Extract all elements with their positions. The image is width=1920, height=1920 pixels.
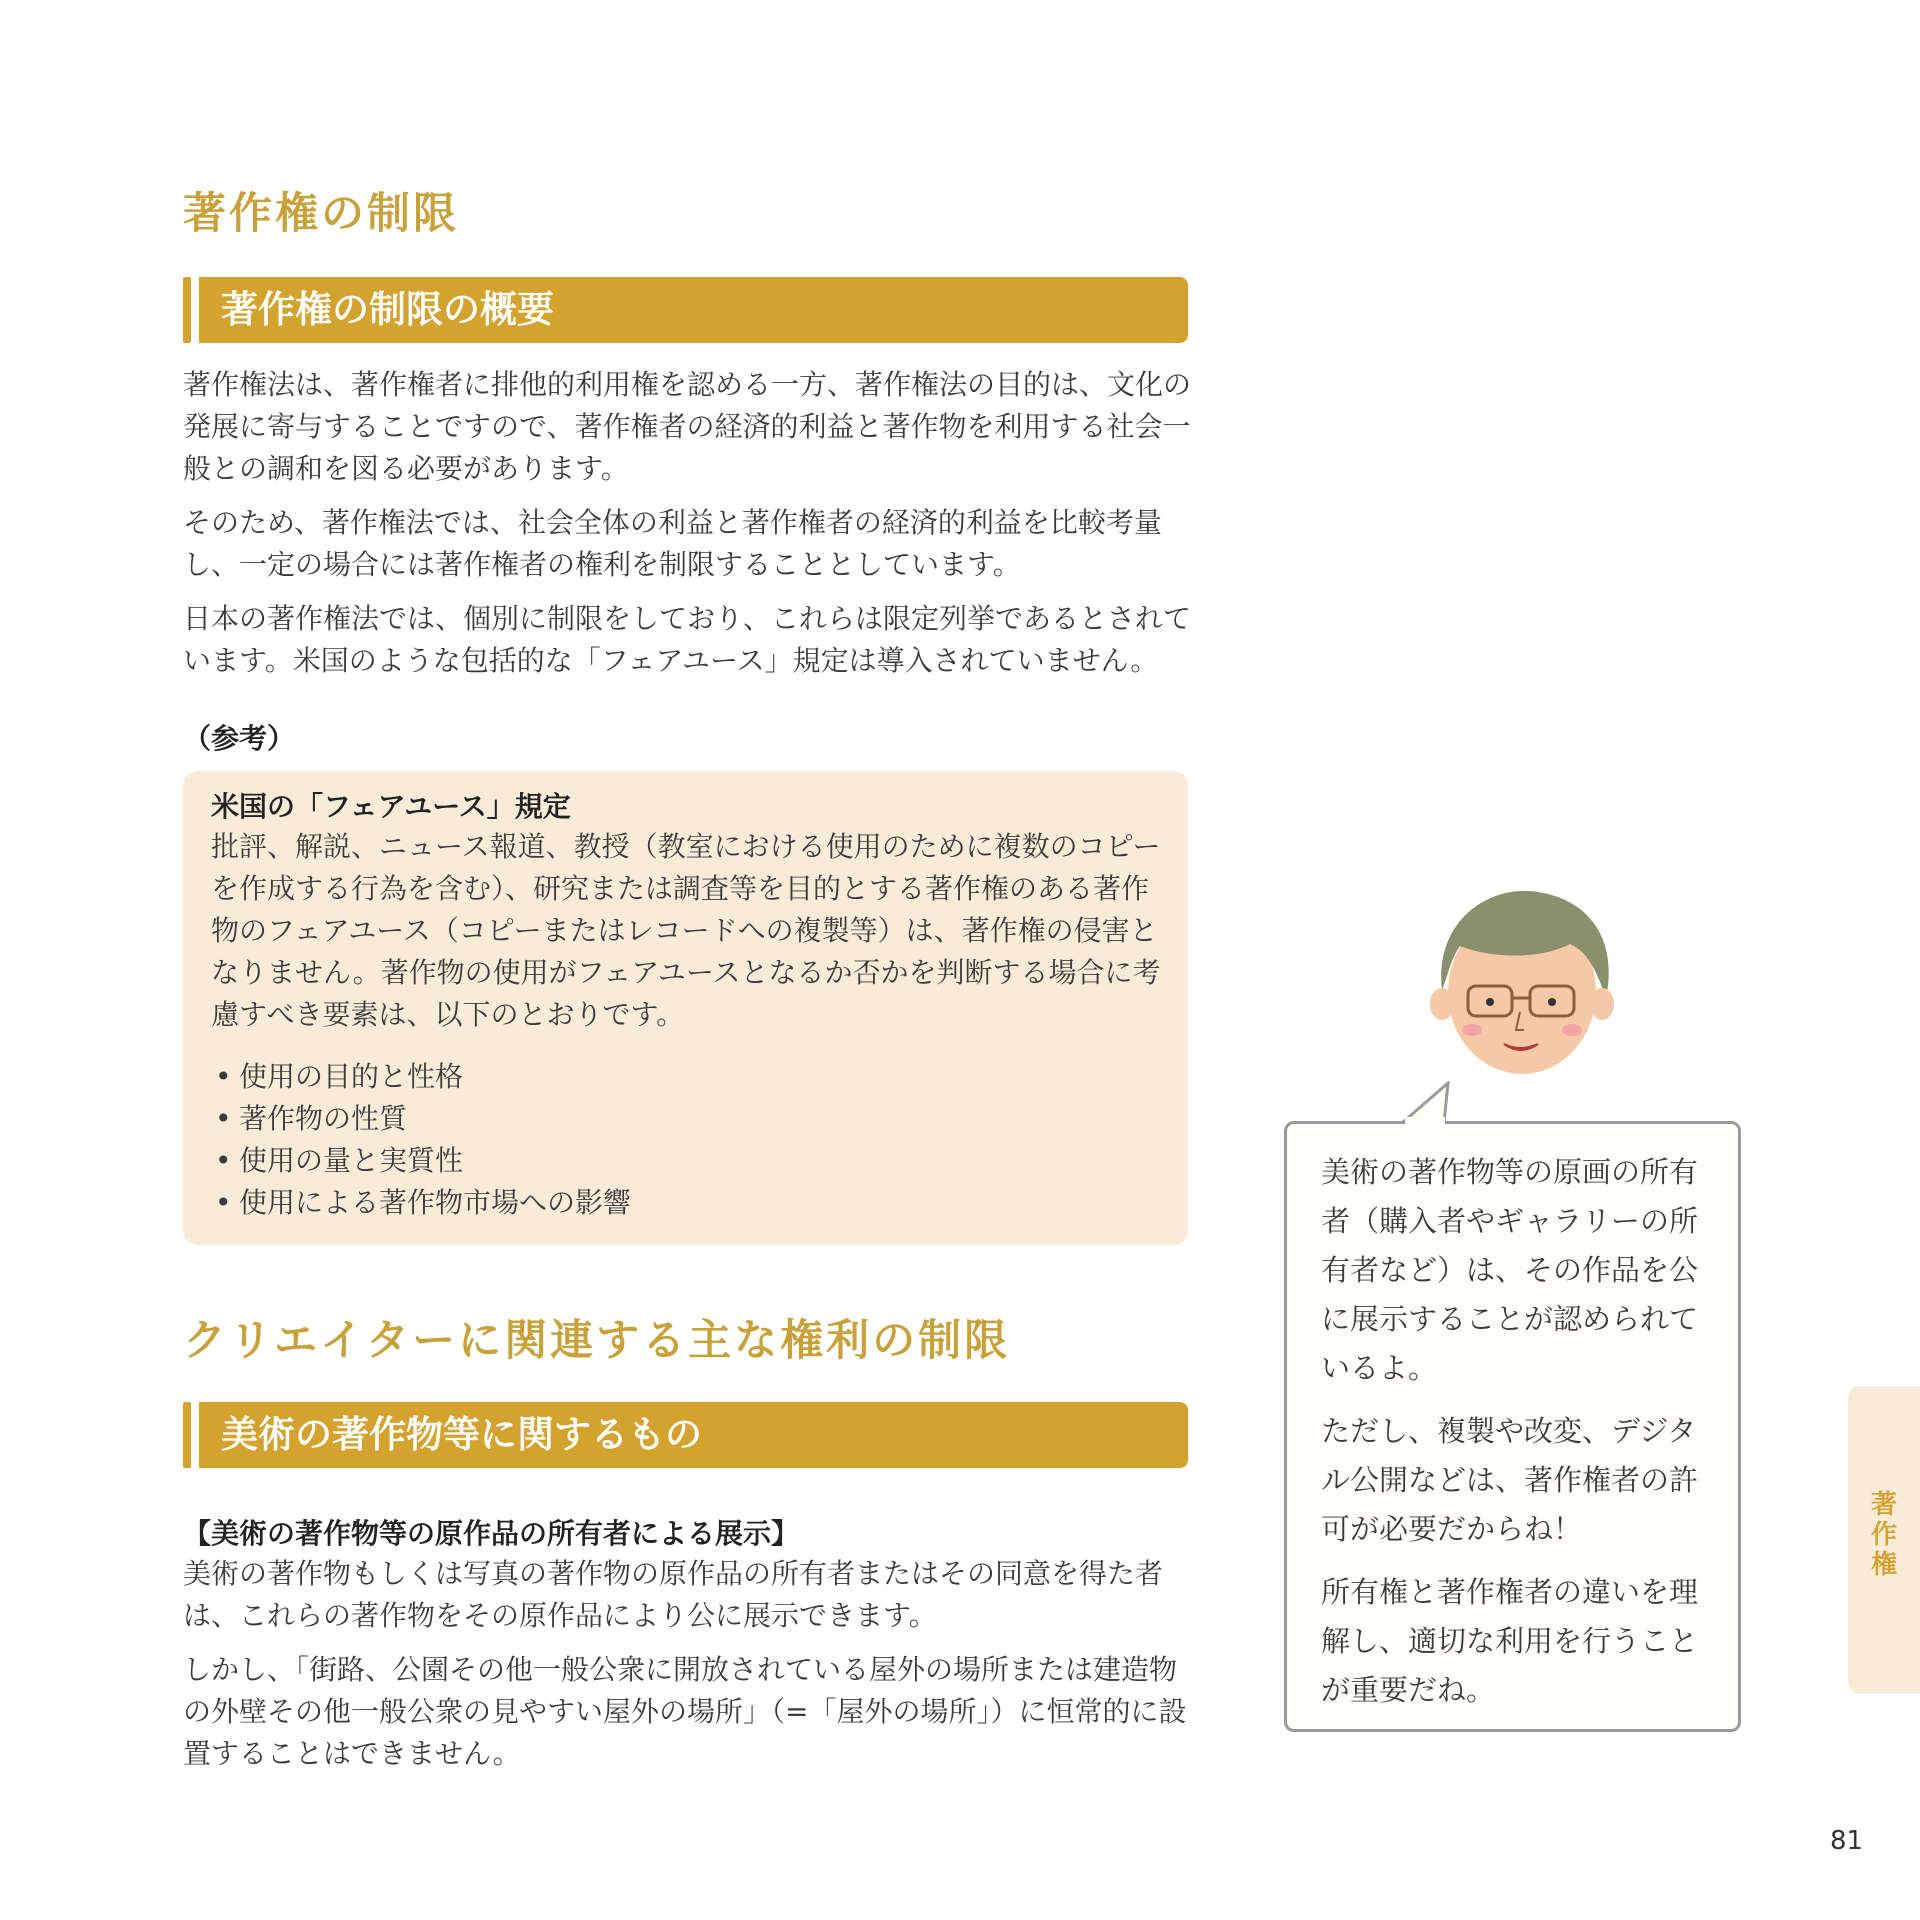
factor-list <box>211 1056 631 1224</box>
reference-box-title: 米国の「フェアユース」規定 <box>211 790 571 823</box>
paragraph-1: 著作権法は、著作権者に排他的利用権を認める一方、著作権法の目的は、文化の発展に寄与することですので、著作権者の経済的利益と著作物を利用する社会一般との調和を図る必要があります。 <box>183 368 1192 485</box>
character-illustration-icon <box>1420 880 1620 1080</box>
side-tab-label <box>1848 1490 1920 1580</box>
section-title-creator-limitations: クリエイターに関連する主な権利の制限 <box>183 1316 1011 1366</box>
reference-box-fair-use <box>183 771 1188 1245</box>
list-item: • 使用による著作物市場への影響 <box>211 1182 631 1224</box>
reference-box-text: 批評、解説、ニュース報道、教授（教室における使用のために複数のコピーを作成する行為を含む）、研究または調査等を目的とする著作権のある著作物のフェアユース（コピーまたはレコードへの複製等）は、著作権の侵害となりません。著作物の使用がフェアユースとなるか否かを判断する場合に考慮すべき要素は、以下のとおりです。 <box>211 830 1161 1031</box>
reference-label: （参考） <box>183 722 296 755</box>
subheading-owner-exhibition: 【美術の著作物等の原作品の所有者による展示】 <box>183 1517 800 1550</box>
side-tab-char: 作 <box>1870 1520 1897 1550</box>
paragraph-2: そのため、著作権法では、社会全体の利益と著作権者の経済的利益を比較考量し、一定の場合には著作権者の権利を制限することとしています。 <box>183 506 1162 581</box>
paragraph-4: 美術の著作物もしくは写真の著作物の原作品の所有者またはその同意を得た者は、これらの著作物をその原作品により公に展示できます。 <box>183 1557 1164 1632</box>
page-number: 81 <box>1830 1826 1864 1856</box>
speech-bubble-text <box>1321 1148 1721 1729</box>
heading-stripe <box>183 277 191 343</box>
bubble-paragraph: 美術の著作物等の原画の所有者（購入者やギャラリーの所有者など）は、その作品を公に展示することが認められているよ。 <box>1321 1155 1699 1385</box>
bubble-paragraph: 所有権と著作権者の違いを理解し、適切な利用を行うことが重要だね。 <box>1321 1575 1699 1707</box>
tail-joint-mask-icon <box>1400 1117 1450 1125</box>
speech-bubble <box>1284 1121 1741 1732</box>
heading-text: 著作権の制限の概要 <box>199 277 1188 343</box>
side-tab-char: 著 <box>1870 1490 1897 1520</box>
bubble-paragraph: ただし、複製や改変、デジタル公開などは、著作権者の許可が必要だからね！ <box>1321 1414 1699 1546</box>
side-tab-chapter[interactable] <box>1848 1386 1920 1694</box>
list-item: • 著作物の性質 <box>211 1098 631 1140</box>
list-item: • 使用の量と実質性 <box>211 1140 631 1182</box>
side-tab-char: 権 <box>1870 1550 1897 1580</box>
heading-text: 美術の著作物等に関するもの <box>199 1402 1188 1468</box>
paragraph-5: しかし、「街路、公園その他一般公衆に開放されている屋外の場所または建造物の外壁その他一般公衆の見やすい屋外の場所」（=「屋外の場所」）に恒常的に設置することはできません。 <box>183 1653 1187 1770</box>
section-title-copyright-limitations: 著作権の制限 <box>183 189 459 239</box>
heading-bar-art-works <box>183 1402 1188 1468</box>
paragraph-3: 日本の著作権法では、個別に制限をしており、これらは限定列挙であるとされています。米国のような包括的な「フェアユース」規定は導入されていません。 <box>183 602 1192 677</box>
heading-bar-overview <box>183 277 1188 343</box>
list-item: • 使用の目的と性格 <box>211 1056 631 1098</box>
heading-stripe <box>183 1402 191 1468</box>
